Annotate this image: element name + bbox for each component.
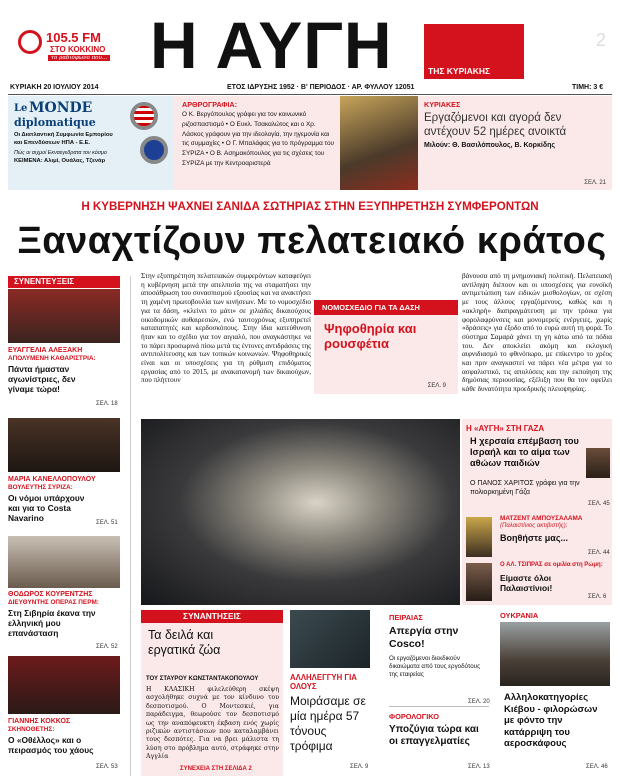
kyriakes-headline: Εργαζόμενοι και αγορά δεν αντέχουν 52 ημέρες ανοικτά bbox=[424, 112, 567, 138]
solidarity-page: ΣΕΛ. 9 bbox=[350, 764, 369, 770]
monde-promo-2: και Επενδύσεων ΗΠΑ - Ε.Ε. bbox=[14, 140, 91, 146]
forest-page: ΣΕΛ. 9 bbox=[427, 383, 446, 389]
gaza-author-photo bbox=[586, 448, 610, 478]
interview-quote-4: Ο «Οθέλλος» και ο πειρασμός του χάους bbox=[8, 735, 94, 755]
gaza-m-quote: Βοηθήστε μας... bbox=[500, 533, 569, 543]
kyriakes-label: ΚΥΡΙΑΚΕΣ bbox=[424, 100, 461, 109]
monde-promo-1: Οι Διατλαντική Συμφωνία Εμπορίου bbox=[14, 132, 113, 138]
ukraine-page: ΣΕΛ. 46 bbox=[586, 764, 608, 770]
dateline-rule bbox=[8, 94, 612, 95]
solidarity-headline: Μοιράσαμε σε μία ημέρα 57 τόνους τρόφιμα bbox=[290, 694, 366, 753]
tax-page: ΣΕΛ. 13 bbox=[468, 764, 490, 770]
forest-headline: Ψηφοθηρία και ρουσφέτια bbox=[324, 321, 417, 351]
dateline-price: ΤΙΜΗ: 3 € bbox=[572, 84, 604, 91]
interview-role-2: ΒΟΥΛΕΥΤΗΣ ΣΥΡΙΖΑ: bbox=[8, 484, 73, 491]
piraeus-label: ΠΕΙΡΑΙΑΣ bbox=[389, 613, 423, 622]
masthead-edition: ΤΗΣ ΚΥΡΙΑΚΗΣ bbox=[428, 66, 491, 76]
tax-label: ΦΟΡΟΛΟΓΙΚΟ bbox=[389, 712, 440, 721]
kyriakes-box bbox=[418, 96, 612, 190]
kyriakes-speakers: Μιλούν: Θ. Βασιλόπουλος, Β. Κορκίδης bbox=[424, 142, 556, 149]
us-flag-icon bbox=[130, 102, 158, 130]
main-headline: Ξαναχτίζουν πελατειακό κράτος bbox=[17, 220, 607, 262]
piraeus-page: ΣΕΛ. 20 bbox=[468, 699, 490, 705]
interview-page-2: ΣΕΛ. 51 bbox=[96, 520, 118, 526]
interview-page-4: ΣΕΛ. 53 bbox=[96, 764, 118, 770]
solidarity-photo bbox=[290, 610, 370, 668]
gaza-m-role: (Παλαιστίνιος ακτιβιστής): bbox=[500, 523, 568, 529]
left-column-rule bbox=[130, 276, 131, 776]
gaza-t-intro: Ο ΑΛ. ΤΣΙΠΡΑΣ σε ομιλία στη Ρώμη: bbox=[500, 562, 603, 568]
dateline-info: ΕΤΟΣ ΙΔΡΥΣΗΣ 1952 · Β' ΠΕΡΙΟΔΟΣ · ΑΡ. ΦΥΛΛΟΥ 12051 bbox=[227, 84, 415, 91]
radio-frequency: 105.5 FM bbox=[46, 30, 101, 45]
monde-promo-3: Πώς οι αιχμοί Εκναεγεδρατα τον κόσμο bbox=[14, 150, 107, 156]
radio-promo bbox=[18, 28, 118, 70]
interview-name-4: ΓΙΑΝΝΗΣ ΚΟΚΚΟΣ bbox=[8, 718, 71, 725]
solidarity-label: ΑΛΛΗΛΕΓΓΥΗ ΓΙΑ ΟΛΟΥΣ bbox=[290, 673, 357, 691]
gaza-m-name: ΜΑΤΖΕΝΤ ΑΜΠΟΥΣΑΛΑΜΑ bbox=[500, 515, 583, 522]
piraeus-text: Οι εργαζόμενοι διεκδικούν δικαιώματα από τους εργοδότους της εταιρείας bbox=[389, 655, 481, 678]
gaza-page: ΣΕΛ. 45 bbox=[588, 501, 610, 507]
articles-text: Ο Κ. Βεργόπουλος γράφει για τον κοινωνικό ριζοσπαστισμό • Ο Ευκλ. Τσακαλώτος και ο Χρ. Λάσκος γράφουν για την ιδεολογία, την ηγεμονία και τις συμμαχίες • Ο Γ. Μπαλάφας για το πρόγραμμα του ΣΥΡΙΖΑ • Ο Β. Ασημακόπουλος για τις σχέσεις του ΣΥΡΙΖΑ με την Κεντροαριστερά bbox=[182, 111, 335, 167]
interview-page-3: ΣΕΛ. 52 bbox=[96, 644, 118, 650]
eu-flag-icon bbox=[140, 136, 168, 164]
gaza-text: Ο ΠΑΝΟΣ ΧΑΡΙΤΟΣ γράφει για την πολιορκημένη Γάζα bbox=[470, 480, 580, 496]
gaza-t-quote: Είμαστε όλοι Παλαιστίνιοι! bbox=[500, 573, 553, 593]
encounters-title: Τα δειλά και εργατικά ζώα bbox=[148, 628, 221, 657]
gaza-m-page: ΣΕΛ. 44 bbox=[588, 550, 610, 556]
ukraine-label: ΟΥΚΡΑΝΙΑ bbox=[500, 611, 539, 620]
piraeus-headline: Απεργία στην Cosco! bbox=[389, 625, 459, 650]
encounters-label: ΣΥΝΑΝΤΗΣΕΙΣ bbox=[141, 610, 283, 623]
interview-name-2: ΜΑΡΙΑ ΚΑΝΕΛΛΟΠΟΥΛΟΥ bbox=[8, 476, 96, 483]
main-column-1 bbox=[141, 272, 311, 385]
interview-photo-2 bbox=[8, 418, 120, 472]
interview-quote-2: Οι νόμοι υπάρχουν και για το Costa Navarino bbox=[8, 493, 85, 523]
ukraine-headline: Αλληλοκατηγορίες Κιέβου - φιλορώσων με φόντο την κατάρριψη του αεροσκάφους bbox=[504, 692, 598, 749]
ukraine-photo bbox=[500, 622, 610, 686]
issue-mark: 2 bbox=[596, 30, 607, 50]
interview-photo-4 bbox=[8, 656, 120, 714]
gaza-t-page: ΣΕΛ. 6 bbox=[588, 594, 607, 600]
gaza-label: Η «ΑΥΓΗ» ΣΤΗ ΓΑΖΑ bbox=[466, 424, 545, 433]
tax-headline: Υποζύγια τώρα και οι επαγγελματίες bbox=[389, 724, 479, 747]
gaza-headline: Η χερσαία επέμβαση του Ισραήλ και το αίμα των αθώων παιδιών bbox=[470, 436, 579, 468]
interview-role-1: ΑΠΟΛΥΜΕΝΗ ΚΑΘΑΡΙΣΤΡΙΑ: bbox=[8, 355, 96, 362]
encounters-text: Η ΚΛΑΣΙΚΗ φιλελεύθερη σκέψη ασχολήθηκε συχνά με τον κίνδυνο του δεσποτισμού. Ο Μοντεσκιέ, για παράδειγμα, θεωρούσε τον δεσποτισμό ως την αναπόφευκτη έκβαση ενός χωρίς ριζικών αντιστάσεων που καταλαμβάνει τους δεσπότες. Για να βρει μάλιστα τη λύση στο πρόβλημα αυτό, στράφηκε στην Αγγλία bbox=[146, 686, 279, 761]
radio-icon bbox=[18, 30, 42, 54]
interview-name-1: ΕΥΑΓΓΕΛΙΑ ΑΛΕΞΑΚΗ bbox=[8, 347, 83, 354]
articles-heading: ΑΡΘΡΟΓΡΑΦΙΑ: bbox=[182, 100, 238, 109]
interview-photo-3 bbox=[8, 536, 120, 588]
kyriakes-photo bbox=[340, 96, 418, 190]
monde-sub: diplomatique bbox=[14, 116, 96, 129]
monde-authors: ΚΕΙΜΕΝΑ: Αλιμί, Ουάλας, Τζενάρ bbox=[14, 158, 106, 164]
kyriakes-page: ΣΕΛ. 21 bbox=[584, 180, 606, 186]
interviews-label: ΣΥΝΕΝΤΕΥΞΕΙΣ bbox=[8, 276, 120, 288]
interview-photo-1 bbox=[8, 289, 120, 343]
main-text-1: Στην εξυπηρέτηση πελατειακών συμφερόντων καταφεύγει η κυβέρνηση μετά την απελπισία της να σταματήσει την αποσάθρωση του συνασπισμού εξουσίας και να ανακτήσει τη χαμένη πρωτοβουλία των κινήσεων. Με το νομοσχέδιο για τα δάση, «κλείνει το μάτι» σε χιλιάδες δικαιούχους οικοδομικών αυθαιρεσιών, ενώ ταυτοχρόνως εξυπηρετεί καταπατητές και κερδοσκόπους. Στην ίδια κατεύθυνση ήταν και το σχέδιο για τον αιγιαλό, που αναγκάστηκε να το πάρει προσωρινά πίσω μετά τις έντονες αντιδράσεις της αντιπολίτευσης και των τοπικών κοινωνιών. Ψηφοθηρικές είναι και οι υποσχέσεις για τη ρύθμιση επιδόματος εργασίας από το 2015, με ανακατανομή των δικαιούχων, που πλήττουν bbox=[141, 272, 311, 385]
encounters-byline: ΤΟΥ ΣΤΑΥΡΟΥ ΚΩΝΣΤΑΝΤΑΚΟΠΟΥΛΟΥ bbox=[146, 676, 259, 682]
interview-name-3: ΘΟΔΩΡΟΣ ΚΟΥΡΕΝΤΖΗΣ bbox=[8, 591, 93, 598]
encounters-continue: ΣΥΝΕΧΕΙΑ ΣΤΗ ΣΕΛΙΔΑ 2 bbox=[180, 766, 252, 772]
gaza-m-photo bbox=[466, 517, 492, 557]
monde-le: Le bbox=[14, 103, 28, 114]
masthead-title: Η ΑΥΓΗ bbox=[150, 8, 393, 82]
radio-station: ΣΤΟ ΚΟΚΚΙΝΟ bbox=[50, 45, 106, 54]
monde-name: MONDE bbox=[29, 100, 93, 116]
interview-role-3: ΔΙΕΥΘΥΝΤΗΣ ΟΠΕΡΑΣ ΠΕΡΜ: bbox=[8, 599, 99, 606]
main-text-2: βάνουσα από τη μνημονιακή πολιτική. Πελατειακή αντίληψη διέπουν και οι υποσχέσεις για ευνοϊκή αντιμετώπιση των ειδικών μισθολογίων, σε σχέση με τους άλλους εργαζόμενους, καθώς και η «ακληρή» διαπραγμάτευση με την τρόικα για φορολαφρύνσεις και μονομερείς ενέργειες, χωρίς «δράσεις» για έξοδο από το ευρώ αυτή τη φορά. Το σύστημα Σαμαρά χάνει τη γη κάτω από τα πόδια του. Δεν αποκλείει ακόμη και εκλογική αιφνιδιασμό το φθινόπωρο, με επίκεντρο το χρέος και πριν αναγκαστεί να πάρει νέα μέτρα για το ασφαλιστικό, τις απολύσεις και την εκποίηση της δημόσιας περιουσίας, εξέλιξη που θα τον οφείλει κάθε δυνατότητα προεδρικής πλειοψηφίας. bbox=[462, 272, 612, 394]
main-column-2 bbox=[462, 272, 612, 394]
interview-page-1: ΣΕΛ. 18 bbox=[96, 401, 118, 407]
gaza-photo bbox=[141, 419, 460, 605]
monde-box bbox=[8, 96, 178, 190]
radio-slogan: το ραδιόφωνο που... bbox=[48, 55, 110, 61]
interview-role-4: ΣΚΗΝΟΘΕΤΗΣ: bbox=[8, 726, 55, 733]
dateline-date: ΚΥΡΙΑΚΗ 20 ΙΟΥΛΙΟΥ 2014 bbox=[10, 84, 99, 91]
forest-label: ΝΟΜΟΣΧΕΔΙΟ ΓΙΑ ΤΑ ΔΑΣΗ bbox=[314, 300, 458, 315]
articles-box bbox=[174, 96, 340, 190]
interview-quote-1: Πάντα ήμασταν αγωνίστριες, δεν γίναμε τώρα! bbox=[8, 364, 76, 394]
main-kicker: Η ΚΥΒΕΡΝΗΣΗ ΨΑΧΝΕΙ ΣΑΝΙΔΑ ΣΩΤΗΡΙΑΣ ΣΤΗΝ ΕΞΥΠΗΡΕΤΗΣΗ ΣΥΜΦΕΡΟΝΤΩΝ bbox=[81, 200, 539, 213]
gaza-t-photo bbox=[466, 563, 492, 601]
piraeus-rule bbox=[389, 706, 489, 707]
forest-box bbox=[314, 300, 458, 394]
interview-quote-3: Στη Σιβηρία έκανα την ελληνική μου επανάσταση bbox=[8, 608, 96, 638]
